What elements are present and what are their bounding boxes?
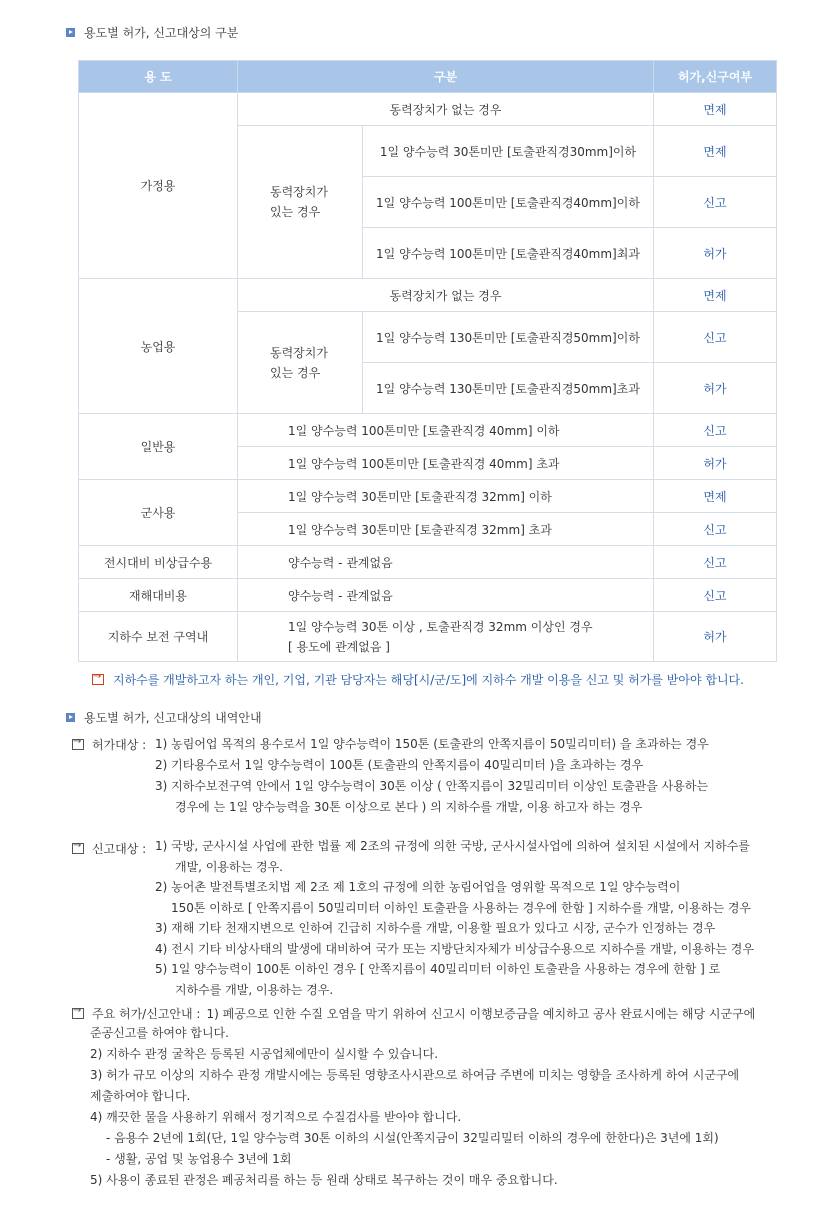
table-row <box>79 546 777 579</box>
list-item: 준공신고를 하여야 합니다. <box>90 1026 229 1040</box>
desc-line: [ 용도에 관계없음 ] <box>288 639 390 654</box>
desc-cell <box>238 612 654 662</box>
list-item: 1) 국방, 군사시설 사업에 관한 법률 제 2조의 규정에 의한 국방, 군사시설사업에 의하여 설치된 시설에서 지하수를 <box>155 839 750 853</box>
desc-cell: 동력장치가 없는 경우 <box>238 93 654 126</box>
bullet-arrow-icon <box>66 28 75 37</box>
usage-cell: 전시대비 비상급수용 <box>79 546 238 579</box>
result-cell: 신고 <box>654 579 777 612</box>
list-item: 2) 농어촌 발전특별조치법 제 2조 제 1호의 규정에 의한 농림어업을 영위할 목적으로 1일 양수능력이 <box>155 880 681 894</box>
table-header-row <box>79 61 777 93</box>
table-row <box>79 279 777 312</box>
result-cell: 신고 <box>654 513 777 546</box>
usage-cell: 일반용 <box>79 414 238 480</box>
list-item: 3) 재해 기타 천재지변으로 인하여 긴급히 지하수를 개발, 이용할 필요가 있다고 시장, 군수가 인정하는 경우 <box>155 921 716 935</box>
table-row <box>79 579 777 612</box>
result-cell: 면제 <box>654 279 777 312</box>
list-item: 1) 농림어업 목적의 용수로서 1일 양수능력이 150톤 (토출관의 안쪽지름이 50밀리미터) 을 초과하는 경우 <box>155 737 709 751</box>
power-cell: 동력장치가 있는 경우 <box>238 126 363 279</box>
desc-cell: 1일 양수능력 100톤미만 [토출관직경 40mm] 초과 <box>238 447 654 480</box>
usage-cell: 재해대비용 <box>79 579 238 612</box>
guide-list <box>90 1023 739 1191</box>
usage-cell: 군사용 <box>79 480 238 546</box>
header-usage: 용 도 <box>79 61 238 93</box>
permit-list <box>155 734 709 818</box>
result-cell: 신고 <box>654 546 777 579</box>
arrow-box-icon <box>72 739 84 750</box>
result-cell: 허가 <box>654 612 777 662</box>
bullet-arrow-icon <box>66 713 75 722</box>
list-item: 5) 사용이 종료된 관정은 폐공처리를 하는 등 원래 상태로 복구하는 것이 매우 중요합니다. <box>90 1173 558 1187</box>
arrow-box-icon <box>72 843 84 854</box>
result-cell: 면제 <box>654 126 777 177</box>
desc-cell: 1일 양수능력 30톤미만 [토출관직경 32mm] 이하 <box>238 480 654 513</box>
header-category: 구분 <box>238 61 654 93</box>
list-item: 150톤 이하로 [ 안쪽지름이 50밀리미터 이하인 토출관을 사용하는 경우에 한함 ] 지하수를 개발, 이용하는 경우 <box>171 900 752 915</box>
desc-cell: 1일 양수능력 100톤미만 [토출관직경40mm]최과 <box>363 228 654 279</box>
list-item: 3) 지하수보전구역 안에서 1일 양수능력이 30톤 이상 ( 안쪽지름이 32밀리미터 이상인 토출관을 사용하는 <box>155 779 709 793</box>
classification-table <box>78 60 777 662</box>
list-item: - 음용수 2년에 1회(단, 1일 양수능력 30톤 이하의 시설(안쪽지금이 32밀리밀터 이하의 경우에 한한다)은 3년에 1회) <box>106 1131 719 1145</box>
desc-cell: 양수능력 - 관계없음 <box>238 546 654 579</box>
list-item: 5) 1일 양수능력이 100톤 이하인 경우 [ 안쪽지름이 40밀리미터 이하인 토출관을 사용하는 경우에 한함 ] 로 <box>155 962 721 976</box>
list-item: 개발, 이용하는 경우. <box>175 859 283 874</box>
arrow-box-icon <box>92 674 104 685</box>
result-cell: 면제 <box>654 480 777 513</box>
table-row <box>79 480 777 513</box>
result-cell: 신고 <box>654 414 777 447</box>
result-cell: 허가 <box>654 228 777 279</box>
list-item: 경우에 는 1일 양수능력을 30톤 이상으로 본다 ) 의 지하수를 개발, 이용 하고자 하는 경우 <box>175 800 643 814</box>
desc-cell: 동력장치가 없는 경우 <box>238 279 654 312</box>
report-label: 신고대상 : <box>92 842 147 856</box>
result-cell: 허가 <box>654 447 777 480</box>
list-item: 3) 허가 규모 이상의 지하수 관정 개발시에는 등록된 영향조사시관으로 하여금 주변에 미치는 영향을 조사하게 하여 시군구에 <box>90 1068 740 1082</box>
section-title: 용도별 허가, 신고대상의 구분 <box>84 26 239 40</box>
desc-cell: 1일 양수능력 130톤미만 [토출관직경50mm]초과 <box>363 363 654 414</box>
permit-label: 허가대상 : <box>92 738 147 752</box>
list-item: 4) 전시 기타 비상사태의 발생에 대비하여 국가 또는 지방단치자체가 비상급수용으로 지하수를 개발, 이용하는 경우 <box>155 941 754 956</box>
desc-cell: 1일 양수능력 130톤미만 [토출관직경50mm]이하 <box>363 312 654 363</box>
power-cell: 동력장치가 있는 경우 <box>238 312 363 414</box>
list-item: 제출하여야 합니다. <box>90 1089 191 1103</box>
result-cell: 신고 <box>654 177 777 228</box>
permit-label-row <box>72 736 146 753</box>
table-row <box>79 414 777 447</box>
notice-text: 지하수를 개발하고자 하는 개인, 기업, 기관 담당자는 해당[시/군/도]에 지하수 개발 이용을 신고 및 허가를 받아야 합니다. <box>113 673 744 687</box>
section-heading-classification <box>66 24 238 41</box>
header-status: 허가,신구여부 <box>654 61 777 93</box>
list-item: 2) 기타용수로서 1일 양수능력이 100톤 (토출관의 안쪽지름이 40밀리미터 )을 초과하는 경우 <box>155 758 644 772</box>
desc-cell: 1일 양수능력 100톤미만 [토출관직경 40mm] 이하 <box>238 414 654 447</box>
guide-label-row <box>72 1005 755 1022</box>
desc-line: 1일 양수능력 30톤 이상 , 토출관직경 32mm 이상인 경우 <box>288 619 593 634</box>
list-item: 2) 지하수 관정 굴착은 등록된 시공업체에만이 실시할 수 있습니다. <box>90 1047 439 1061</box>
section-title: 용도별 허가, 신고대상의 내역안내 <box>84 711 262 725</box>
section-heading-details <box>66 709 262 726</box>
usage-cell: 가정용 <box>79 93 238 279</box>
desc-cell: 1일 양수능력 30톤미만 [토출관직경 32mm] 초과 <box>238 513 654 546</box>
list-item: 지하수를 개발, 이용하는 경우. <box>175 982 334 997</box>
usage-cell: 지하수 보전 구역내 <box>79 612 238 662</box>
guide-first-line: 1) 폐공으로 인한 수질 오염을 막기 위하여 신고시 이행보증금을 예치하고 공사 완료시에는 해당 시군구에 <box>206 1007 756 1021</box>
result-cell: 허가 <box>654 363 777 414</box>
result-cell: 면제 <box>654 93 777 126</box>
notice-line <box>92 671 744 688</box>
report-label-row <box>72 840 146 857</box>
table-row <box>79 612 777 662</box>
table-row <box>79 93 777 126</box>
result-cell: 신고 <box>654 312 777 363</box>
guide-label: 주요 허가/신고안내 : <box>92 1007 201 1021</box>
desc-cell: 1일 양수능력 30톤미만 [토출관직경30mm]이하 <box>363 126 654 177</box>
list-item: - 생활, 공업 및 농업용수 3년에 1회 <box>106 1152 292 1166</box>
arrow-box-icon <box>72 1008 84 1019</box>
list-item: 4) 깨끗한 물을 사용하기 위해서 정기적으로 수질검사를 받아야 합니다. <box>90 1110 462 1124</box>
usage-cell: 농업용 <box>79 279 238 414</box>
report-list <box>155 836 754 1000</box>
desc-cell: 1일 양수능력 100톤미만 [토출관직경40mm]이하 <box>363 177 654 228</box>
desc-cell: 양수능력 - 관계없음 <box>238 579 654 612</box>
